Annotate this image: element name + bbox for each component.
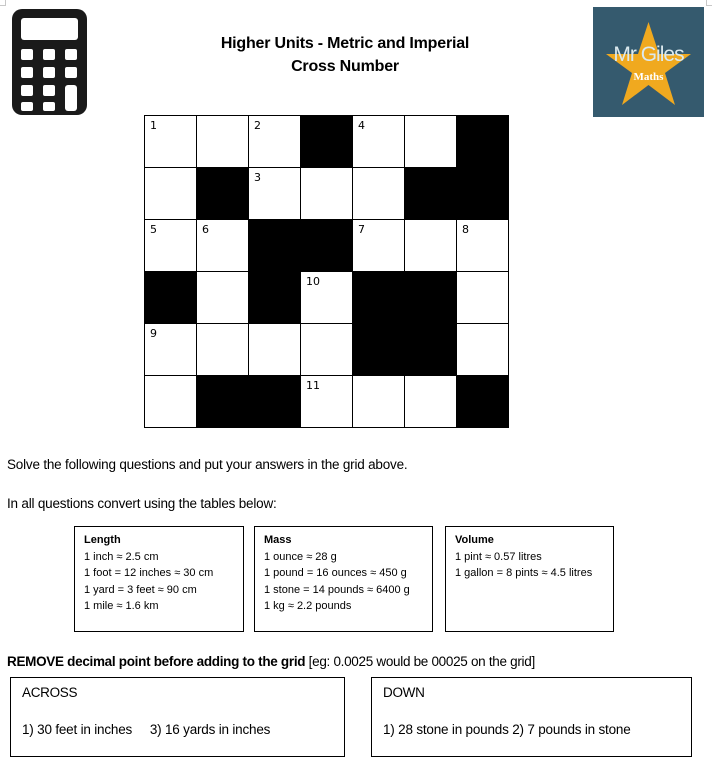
- grid-row: [145, 272, 509, 324]
- clue-number: 2: [254, 119, 261, 132]
- length-conversion-table: [74, 526, 244, 632]
- page-corner-mark: [0, 0, 6, 6]
- conversion-line: 1 inch ≈ 2.5 cm: [84, 550, 159, 563]
- grid-cell-answer[interactable]: [353, 116, 405, 168]
- grid-cell-answer[interactable]: [145, 324, 197, 376]
- note-bold: REMOVE decimal point before adding to the grid: [7, 654, 306, 669]
- grid-cell-answer[interactable]: [457, 272, 509, 324]
- grid-cell-black: [457, 168, 509, 220]
- grid-cell-answer[interactable]: [145, 168, 197, 220]
- title-line-2: Cross Number: [291, 58, 399, 75]
- grid-cell-answer[interactable]: [145, 376, 197, 428]
- down-heading: DOWN: [383, 685, 425, 700]
- grid-cell-black: [353, 272, 405, 324]
- grid-cell-black: [353, 324, 405, 376]
- clue-number: 6: [202, 223, 209, 236]
- grid-cell-answer[interactable]: [145, 220, 197, 272]
- grid-cell-answer[interactable]: [197, 324, 249, 376]
- grid-cell-black: [249, 220, 301, 272]
- mass-conversion-table: [254, 526, 433, 632]
- length-heading: Length: [84, 534, 121, 546]
- decimal-point-note: [7, 654, 535, 669]
- clue-number: 10: [306, 275, 320, 288]
- grid-cell-black: [405, 272, 457, 324]
- grid-cell-answer[interactable]: [353, 376, 405, 428]
- grid-cell-answer[interactable]: [197, 272, 249, 324]
- grid-cell-answer[interactable]: [197, 220, 249, 272]
- grid-cell-answer[interactable]: [249, 116, 301, 168]
- grid-row: [145, 220, 509, 272]
- grid-cell-black: [457, 116, 509, 168]
- grid-row: [145, 376, 509, 428]
- grid-cell-answer[interactable]: [249, 324, 301, 376]
- clue-number: 4: [358, 119, 365, 132]
- grid-cell-answer[interactable]: [405, 116, 457, 168]
- clue-number: 7: [358, 223, 365, 236]
- grid-cell-answer[interactable]: [405, 220, 457, 272]
- volume-conversion-table: [445, 526, 614, 632]
- clue-number: 5: [150, 223, 157, 236]
- clue-number: 9: [150, 327, 157, 340]
- across-clues-box: [10, 677, 345, 757]
- grid-cell-answer[interactable]: [353, 168, 405, 220]
- conversion-line: 1 kg ≈ 2.2 pounds: [264, 600, 352, 612]
- grid-cell-answer[interactable]: [301, 168, 353, 220]
- grid-cell-black: [405, 168, 457, 220]
- grid-row: [145, 116, 509, 168]
- grid-cell-answer[interactable]: [457, 324, 509, 376]
- conversion-line: 1 foot = 12 inches ≈ 30 cm: [84, 567, 214, 579]
- grid-cell-black: [249, 272, 301, 324]
- grid-cell-black: [197, 168, 249, 220]
- conversion-line: 1 mile ≈ 1.6 km: [84, 600, 159, 612]
- mr-giles-logo: [593, 7, 704, 117]
- grid-row: [145, 168, 509, 220]
- grid-cell-black: [301, 220, 353, 272]
- clue-number: 3: [254, 171, 261, 184]
- conversion-line: 1 pound = 16 ounces ≈ 450 g: [264, 567, 407, 579]
- conversion-line: 1 yard = 3 feet ≈ 90 cm: [84, 583, 197, 596]
- logo-subtitle: Maths: [633, 71, 664, 83]
- grid-cell-answer[interactable]: [197, 116, 249, 168]
- down-clue-line: 1) 28 stone in pounds 2) 7 pounds in stone: [383, 722, 631, 737]
- grid-cell-answer[interactable]: [145, 116, 197, 168]
- grid-cell-answer[interactable]: [249, 168, 301, 220]
- across-clue-line: 1) 30 feet in inches 3) 16 yards in inches: [22, 722, 271, 737]
- mass-heading: Mass: [264, 534, 292, 546]
- conversion-line: 1 gallon = 8 pints ≈ 4.5 litres: [455, 567, 593, 579]
- clue-number: 8: [462, 223, 469, 236]
- page-corner-mark: [706, 0, 712, 6]
- grid-cell-black: [197, 376, 249, 428]
- cross-number-grid: [144, 115, 509, 428]
- grid-cell-answer[interactable]: [457, 220, 509, 272]
- grid-cell-answer[interactable]: [301, 376, 353, 428]
- across-heading: ACROSS: [22, 685, 78, 700]
- page-title: [190, 32, 500, 78]
- instruction-convert: In all questions convert using the tables below:: [7, 496, 277, 511]
- title-line-1: Higher Units - Metric and Imperial: [220, 35, 470, 52]
- clue-number: 1: [150, 119, 157, 132]
- calculator-icon: [12, 9, 87, 115]
- volume-heading: Volume: [455, 534, 494, 546]
- grid-cell-black: [249, 376, 301, 428]
- conversion-line: 1 stone = 14 pounds ≈ 6400 g: [264, 583, 410, 596]
- grid-cell-black: [145, 272, 197, 324]
- down-clues-box: [371, 677, 692, 757]
- conversion-line: 1 ounce ≈ 28 g: [264, 550, 337, 563]
- grid-cell-black: [301, 116, 353, 168]
- instruction-solve: Solve the following questions and put your answers in the grid above.: [7, 457, 408, 472]
- grid-cell-answer[interactable]: [405, 376, 457, 428]
- grid-cell-answer[interactable]: [353, 220, 405, 272]
- conversion-line: 1 pint ≈ 0.57 litres: [455, 550, 542, 563]
- grid-cell-black: [457, 376, 509, 428]
- grid-row: [145, 324, 509, 376]
- grid-cell-answer[interactable]: [301, 324, 353, 376]
- grid-cell-black: [405, 324, 457, 376]
- clue-number: 11: [306, 379, 320, 392]
- grid-cell-answer[interactable]: [301, 272, 353, 324]
- note-example: [eg: 0.0025 would be 00025 on the grid]: [305, 654, 535, 669]
- logo-name: Mr Giles: [613, 43, 684, 66]
